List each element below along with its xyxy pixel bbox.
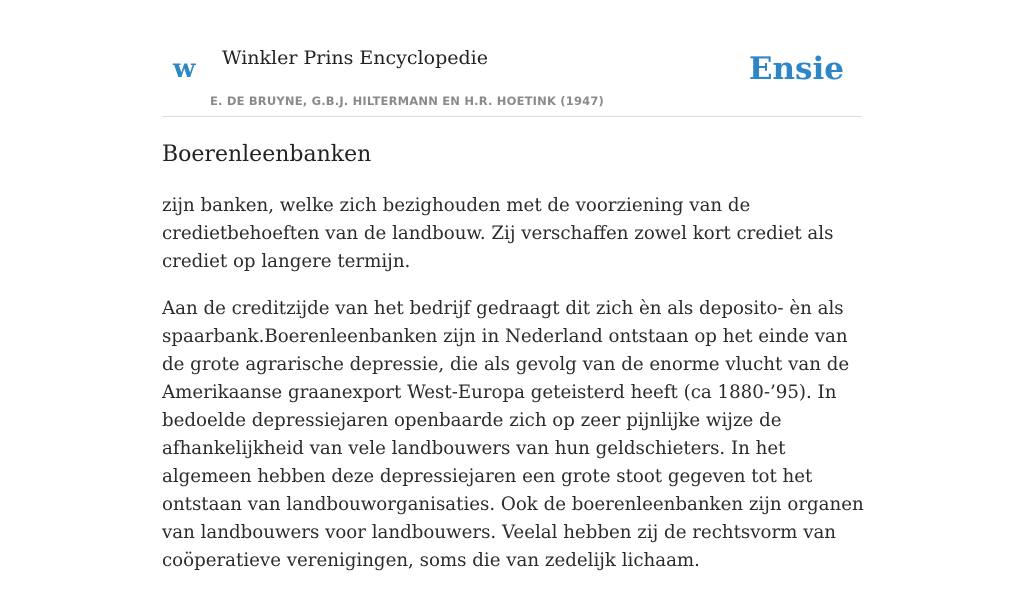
entry-title: Boerenleenbanken: [162, 142, 372, 167]
article-page: [162, 0, 864, 571]
ensie-logo[interactable]: Ensie: [748, 51, 844, 87]
entry-paragraph: zijn banken, welke zich bezighouden met de voorziening van de credietbehoeften van de landbouw. Zij verschaffen zowel kort crediet als crediet op langere termijn.: [162, 195, 834, 272]
site-header: [162, 0, 862, 117]
work-title-link[interactable]: Winkler Prins Encyclopedie: [222, 47, 488, 69]
work-authors: E. DE BRUYNE, G.B.J. HILTERMANN EN H.R. HOETINK (1947): [210, 94, 605, 108]
entry-paragraph: Aan de creditzijde van het bedrijf gedraagt dit zich èn als deposito- èn als spaarbank.Boerenleenbanken zijn in Nederland ontstaan op het einde van de grote agrarische depressie, die als gevolg van de enorme vlucht van de Amerikaanse graanexport West-Europa geteisterd heeft (ca 1880-’95). In bedoelde depressiejaren openbaarde zich op zeer pijnlijke wijze de afhankelijkheid van vele landbouwers van hun geldschieters. In het algemeen hebben deze depressiejaren een grote stoot gegeven tot het ontstaan van landbouworganisaties. Ook de boerenleenbanken zijn organen van landbouwers voor landbouwers. Veelal hebben zij de rechtsvorm van coöperatieve verenigingen, soms die van zedelijk lichaam.: [162, 298, 864, 571]
entry-content: [162, 192, 864, 594]
work-logo-icon[interactable]: w: [173, 54, 196, 84]
